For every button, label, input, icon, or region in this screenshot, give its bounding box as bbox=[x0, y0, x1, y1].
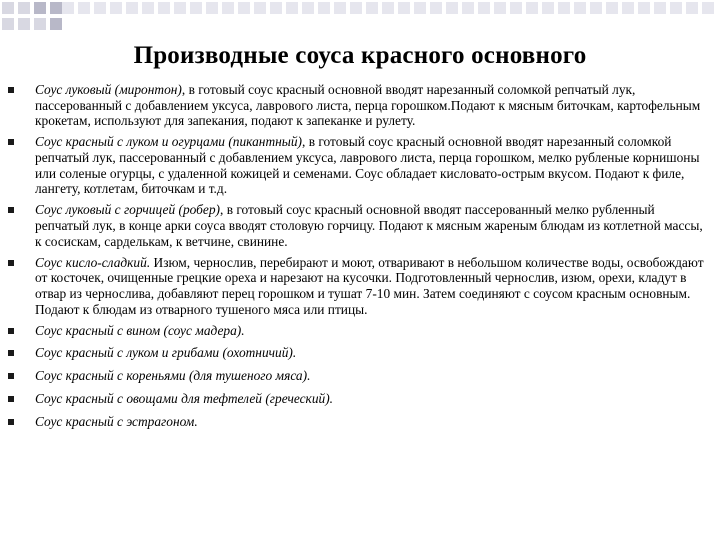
square-bullet-icon bbox=[8, 260, 14, 266]
square-bullet-icon bbox=[8, 350, 14, 356]
square-bullet-icon bbox=[8, 139, 14, 145]
sauce-name: Соус луковый с горчицей (робер) bbox=[35, 202, 220, 218]
square-bullet-icon bbox=[8, 396, 14, 402]
square-bullet-icon bbox=[8, 419, 14, 425]
list-item bbox=[8, 414, 708, 430]
list-item bbox=[8, 82, 708, 129]
sauce-description: Изюм, чернослив, перебирают и моют, отваривают в небольшом количестве воды, освобождают от косточек, очищенные грецкие ореха и нарезают на кусочки. Подготовленный чернослив, изюм, орехи, кладут в отвар из чернослива, добавляют перец горошком и тушат 7-10 мин. Затем соединяют с соусом красным основным. Подают к блюдам из отварного тушеного мяса или птицы. bbox=[35, 254, 704, 317]
list-item bbox=[8, 368, 708, 384]
slide-title: Производные соуса красного основного bbox=[133, 42, 587, 69]
list-item bbox=[8, 202, 708, 249]
list-item bbox=[8, 255, 708, 317]
sauce-name: Соус красный с луком и огурцами (пикантный) bbox=[35, 134, 302, 150]
list-item bbox=[8, 345, 708, 361]
sauce-description: , в готовый соус красный основной вводят нарезанный соломкой репчатый лук, пассерованный с добавлением уксуса, лаврового листа, перца горошком.Подают к мясным биточкам, картофельным крокетам, используют для запекания, подают к запеканке и рулету. bbox=[35, 82, 701, 129]
list-item bbox=[8, 323, 708, 339]
sauce-name: Соус красный с вином (соус мадера). bbox=[35, 322, 245, 338]
sauce-name: Соус кисло-сладкий. bbox=[35, 254, 151, 270]
sauce-name: Соус красный с овощами для тефтелей (греческий). bbox=[35, 391, 334, 407]
list-item bbox=[8, 134, 708, 196]
square-bullet-icon bbox=[8, 373, 14, 379]
bullet-list bbox=[8, 82, 708, 437]
list-item bbox=[8, 391, 708, 407]
square-bullet-icon bbox=[8, 328, 14, 334]
sauce-description: , в готовый соус красный основной вводят пассерованный мелко рубленный репчатый лук, в конце арки соуса вводят столовую горчицу. Подают к мясным жареным блюдам из котлетной массы, к сосискам, сарделькам, к ветчине, свинине. bbox=[35, 202, 703, 249]
sauce-name: Соус красный с луком и грибами (охотничий). bbox=[35, 345, 297, 361]
square-bullet-icon bbox=[8, 207, 14, 213]
sauce-name: Соус луковый (миронтон) bbox=[35, 82, 182, 97]
sauce-description: , в готовый соус красный основной вводят нарезанный соломкой репчатый лук, пассерованный с добавлением уксуса, лаврового листа, перца горошком, мелко рубленые корнишоны или соленые огурцы, с удаленной кожицей и семенами. Соус обладает кисловато-острым вкусом. Подают к филе, лангету, котлетам, биточкам и т.д. bbox=[35, 134, 700, 197]
sauce-name: Соус красный с кореньями (для тушеного мяса). bbox=[35, 368, 311, 384]
decorative-grid-pattern bbox=[0, 0, 720, 40]
sauce-name: Соус красный с эстрагоном. bbox=[35, 413, 198, 429]
square-bullet-icon bbox=[8, 87, 14, 93]
